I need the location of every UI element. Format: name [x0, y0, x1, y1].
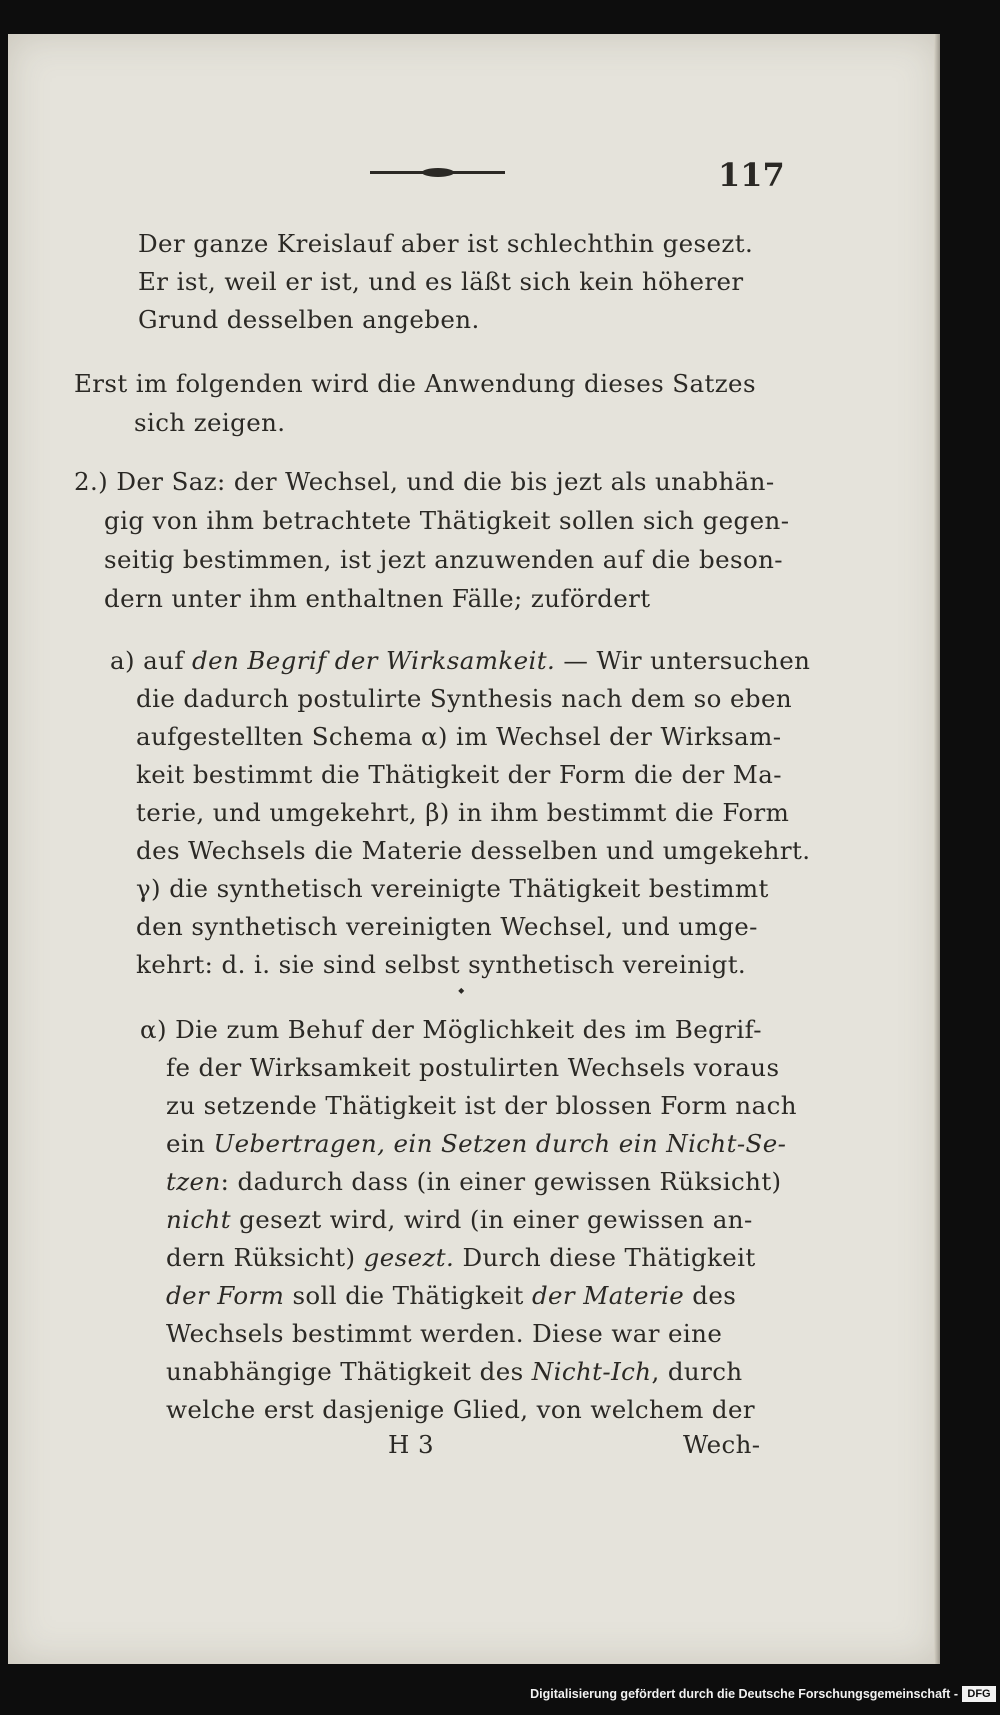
text-line: gig von ihm betrachtete Thätigkeit sollen sich gegen-	[104, 506, 790, 535]
text-line: 2.) Der Saz: der Wechsel, und die bis jezt als unabhän-	[74, 467, 775, 496]
text-line: terie, und umgekehrt, β) in ihm bestimmt die Form	[136, 798, 790, 827]
text-line: des Wechsels die Materie desselben und umgekehrt.	[136, 836, 811, 865]
dfg-logo: DFG	[962, 1686, 996, 1702]
text-line: welche erst dasjenige Glied, von welchem der	[166, 1395, 756, 1424]
text-line: sich zeigen.	[134, 408, 286, 437]
text-line: seitig bestimmen, ist jezt anzuwenden auf die beson-	[104, 545, 783, 574]
text-line: aufgestellten Schema α) im Wechsel der Wirksam-	[136, 722, 782, 751]
digitization-footer	[0, 1675, 1000, 1715]
text-line: a) auf den Begrif der Wirksamkeit. — Wir untersuchen	[110, 646, 811, 675]
ornamental-rule	[370, 171, 505, 174]
footer-credit: Digitalisierung gefördert durch die Deutsche Forschungsgemeinschaft -	[530, 1687, 958, 1701]
text-line: Der ganze Kreislauf aber ist schlechthin gesezt.	[138, 229, 754, 258]
text-line: dern unter ihm enthaltnen Fälle; zufördert	[104, 584, 651, 613]
text-line: unabhängige Thätigkeit des Nicht-Ich, durch	[166, 1357, 743, 1386]
text-line: die dadurch postulirte Synthesis nach dem so eben	[136, 684, 793, 713]
signature-mark: H 3	[388, 1430, 434, 1459]
text-line: der Form soll die Thätigkeit der Materie des	[166, 1281, 737, 1310]
text-line: fe der Wirksamkeit postulirten Wechsels voraus	[166, 1053, 780, 1082]
text-line: Wechsels bestimmt werden. Diese war eine	[166, 1319, 723, 1348]
text-line: keit bestimmt die Thätigkeit der Form die der Ma-	[136, 760, 782, 789]
text-line: nicht gesezt wird, wird (in einer gewissen an-	[166, 1205, 753, 1234]
text-line: Grund desselben angeben.	[138, 305, 480, 334]
text-line: den synthetisch vereinigten Wechsel, und umge-	[136, 912, 758, 941]
ink-mark: ⬩	[458, 980, 465, 1001]
text-line: dern Rüksicht) gesezt. Durch diese Thätigkeit	[166, 1243, 756, 1272]
text-line: Er ist, weil er ist, und es läßt sich kein höherer	[138, 267, 744, 296]
text-line: ein Uebertragen, ein Setzen durch ein Nicht-Se-	[166, 1129, 787, 1158]
text-line: Erst im folgenden wird die Anwendung dieses Satzes	[74, 369, 756, 398]
page-number: 117	[718, 156, 785, 194]
catchword: Wech-	[683, 1430, 761, 1459]
text-line: α) Die zum Behuf der Möglichkeit des im Begrif-	[140, 1015, 762, 1044]
text-line: tzen: dadurch dass (in einer gewissen Rüksicht)	[166, 1167, 782, 1196]
text-line: zu setzende Thätigkeit ist der blossen Form nach	[166, 1091, 797, 1120]
text-line: γ) die synthetisch vereinigte Thätigkeit bestimmt	[136, 874, 769, 903]
text-line: kehrt: d. i. sie sind selbst synthetisch vereinigt.	[136, 950, 747, 979]
